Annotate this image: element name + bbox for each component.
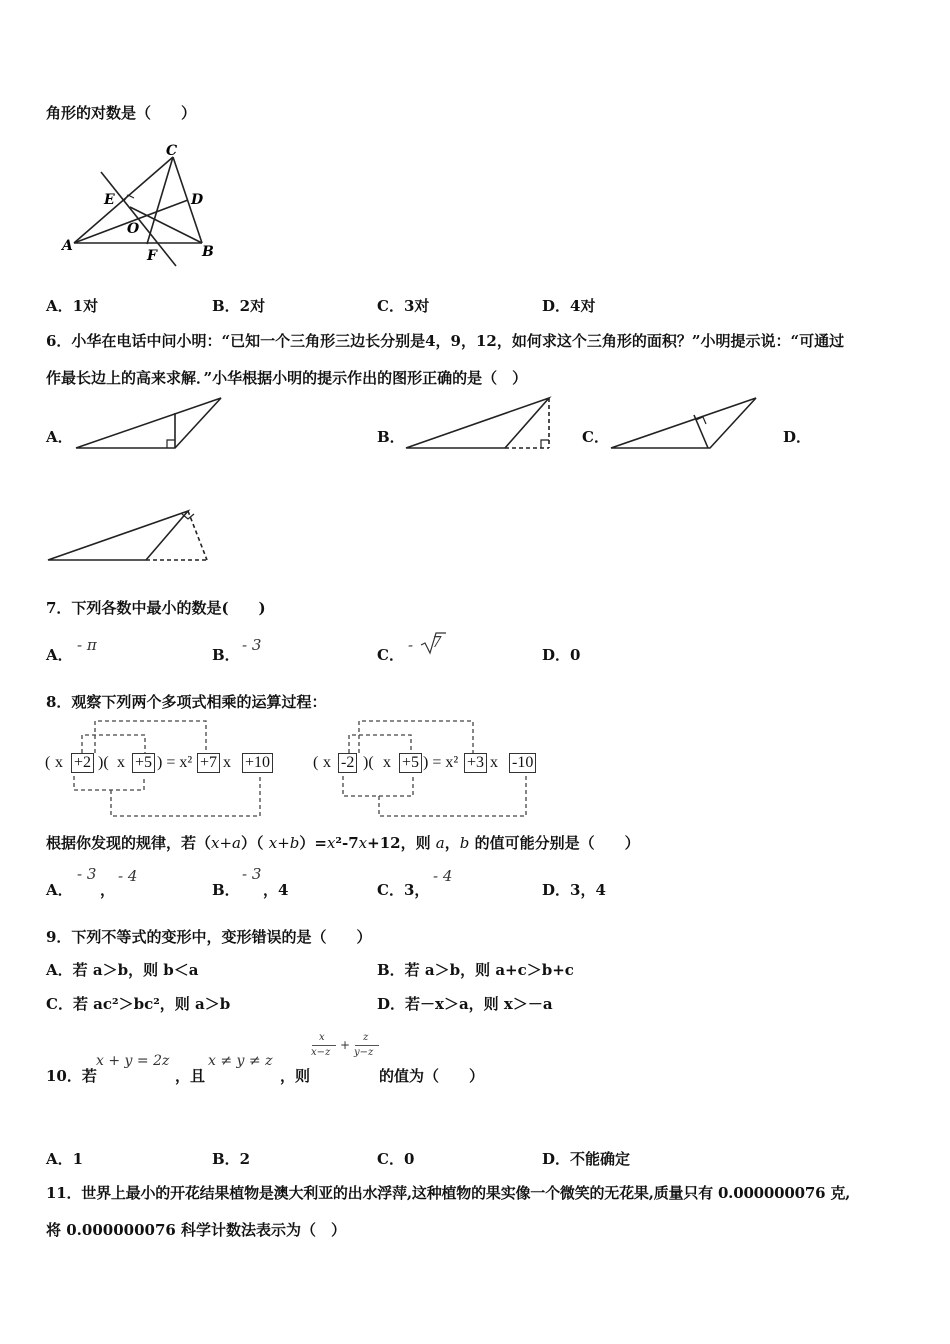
q8-option-d[interactable]: D．3，4 [542,881,606,899]
q8-label-b[interactable]: B． [212,881,240,899]
q5-option-d[interactable]: D．4对 [542,297,596,315]
q8-exp1-box-d: +10 [242,753,273,773]
label-e: E [104,192,115,208]
q10-math-condition-1: x + y = 2z [96,1053,170,1069]
q5-option-a[interactable]: A．1对 [46,297,99,315]
q6-figure-a[interactable] [73,395,225,453]
fraction-bar [312,1045,336,1046]
label-d: D [191,192,204,208]
q11-stem-line2: 将 0.000000076 科学计数法表示为（ ） [46,1221,347,1239]
q8-expression-1: ( x +2 )( x +5 ) = x² +7 x +10 [45,718,275,818]
q7-math-c-radicand: 7 [432,633,442,651]
q8-exp1-box-c: +7 [197,753,220,773]
q7-stem: 7．下列各数中最小的数是( ) [46,599,266,617]
q6-label-a[interactable]: A． [46,428,73,446]
q8-stem: 8．观察下列两个多项式相乘的运算过程： [46,693,327,711]
label-b: B [202,244,214,260]
q9-option-d[interactable]: D．若－x＞a，则 x＞－a [377,995,553,1013]
q8-rule-sentence: 根据你发现的规律，若（x+a）（ x+b）=x²-7x+12，则 a，b 的值可能分别是（ ） [46,834,640,852]
q8-label-a[interactable]: A． [46,881,73,899]
label-c: C [166,143,178,159]
q7-label-a[interactable]: A． [46,646,73,664]
q10-post: 的值为（ ） [379,1067,485,1085]
q7-math-b: - 3 [242,636,262,654]
q10-fraction-expression: x x−z + z y−z [310,1032,380,1066]
q10-pre: 10．若 [46,1067,97,1085]
q6-stem-line2: 作最长边上的高来求解．”小华根据小明的提示作出的图形正确的是（ ） [46,369,528,387]
q7-math-a: - π [77,636,97,654]
q6-label-b[interactable]: B． [377,428,405,446]
q6-figure-d[interactable] [45,505,215,565]
q8-exp2-box-d: -10 [509,753,536,773]
q9-option-b[interactable]: B．若 a＞b，则 a+c＞b+c [377,961,574,979]
q9-option-a[interactable]: A．若 a＞b，则 b＜a [46,961,199,979]
q5-option-c[interactable]: C．3对 [377,297,430,315]
q10-mid1: ，且 [175,1067,206,1085]
q8-exp2-box-c: +3 [464,753,487,773]
q7-math-c-minus: - [408,636,414,654]
q10-option-c[interactable]: C．0 [377,1150,415,1168]
q8-exp1-box-b: +5 [132,753,155,773]
q10-mid2: ，则 [280,1067,311,1085]
q7-label-c[interactable]: C． [377,646,404,664]
q5-option-b[interactable]: B．2对 [212,297,266,315]
q10-option-d[interactable]: D．不能确定 [542,1150,631,1168]
q8-exp1-box-a: +2 [71,753,94,773]
q6-label-d[interactable]: D． [783,428,812,446]
q8-math-a2: - 4 [118,867,138,885]
q10-math-condition-2: x ≠ y ≠ z [208,1053,273,1069]
q5-stem-tail: 角形的对数是（ ） [46,104,197,122]
q6-label-c[interactable]: C． [582,428,609,446]
q6-figure-b[interactable] [403,395,555,453]
q9-stem: 9．下列不等式的变形中，变形错误的是（ ） [46,928,372,946]
q9-option-c[interactable]: C．若 ac²＞bc²，则 a＞b [46,995,231,1013]
q8-expression-2: ( x -2 )( x +5 ) = x² +3 x -10 [313,718,543,818]
q7-option-d[interactable]: D．0 [542,646,581,664]
label-a: A [62,238,73,254]
q8-math-b1: - 3 [242,865,262,883]
q7-label-b[interactable]: B． [212,646,240,664]
q8-exp2-box-b: +5 [399,753,422,773]
q6-stem-line1: 6．小华在电话中问小明：“已知一个三角形三边长分别是4，9，12，如何求这个三角形的面积？”小明提示说：“可通过 [46,332,845,350]
fraction-bar [355,1045,379,1046]
q5-triangle-figure [55,140,240,270]
q8-math-a1: - 3 [77,865,97,883]
label-f: F [147,248,157,264]
q11-stem-line1: 11．世界上最小的开花结果植物是澳大利亚的出水浮萍,这种植物的果实像一个微笑的无花果,质量只有 0.000000076 克, [46,1184,851,1202]
q8-exp2-box-a: -2 [338,753,357,773]
q10-option-b[interactable]: B．2 [212,1150,251,1168]
q10-option-a[interactable]: A．1 [46,1150,84,1168]
q8-math-b2: ，4 [263,881,289,899]
q6-figure-c[interactable] [608,395,760,453]
q8-math-a-comma: ， [100,881,116,899]
label-o: O [127,221,140,237]
q8-label-c[interactable]: C．3， [377,881,430,899]
q8-math-c: - 4 [433,867,453,885]
